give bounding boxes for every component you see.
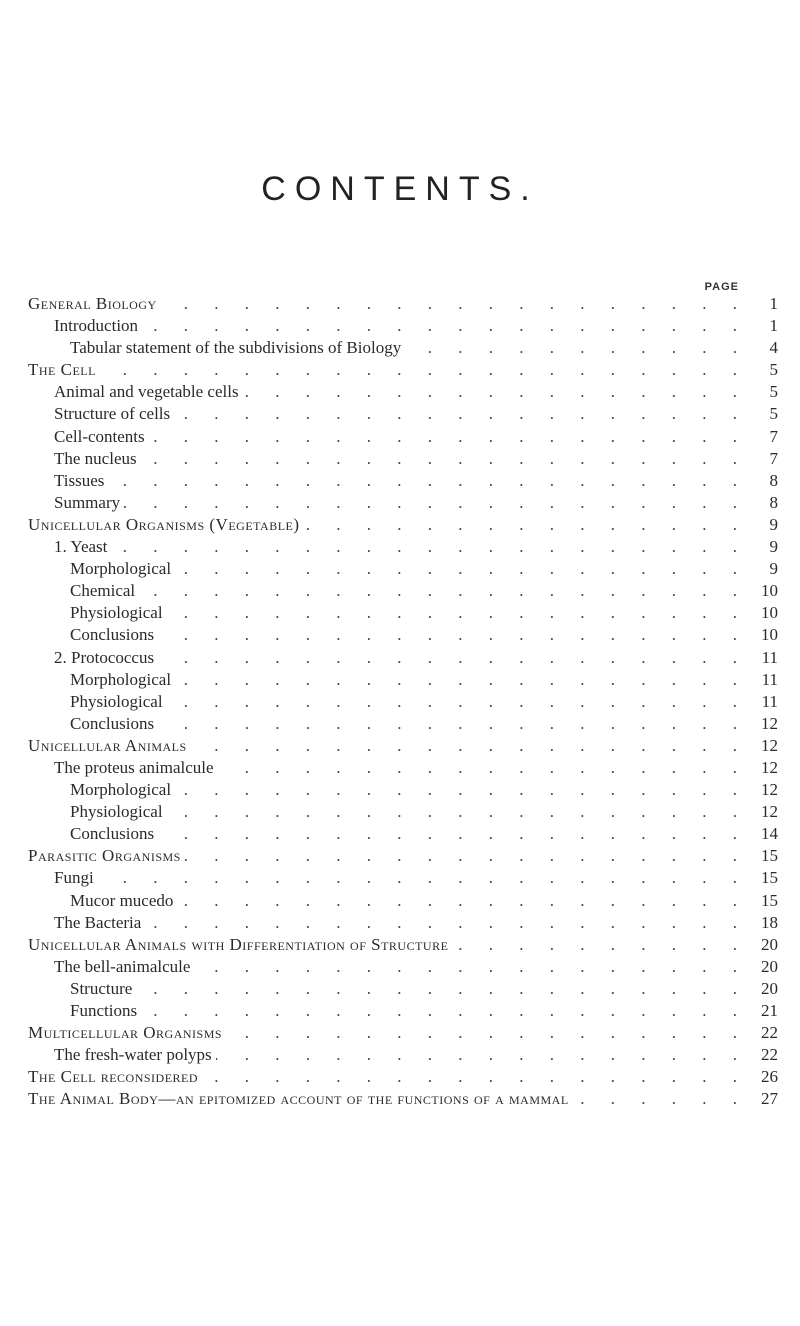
toc-entry-title: The Cell reconsidered xyxy=(28,1067,199,1087)
dot-leader xyxy=(202,1066,748,1088)
dot-leader xyxy=(158,647,748,669)
toc-entry-page: 20 xyxy=(761,978,778,998)
toc-entry-title: The bell-animalcule xyxy=(54,956,191,976)
toc-entry-title: Physiological xyxy=(70,691,163,711)
toc-entry xyxy=(28,514,778,536)
toc-entry xyxy=(28,713,778,735)
toc-entry xyxy=(28,1044,778,1066)
toc-entry-page: 1 xyxy=(769,316,778,336)
toc-entry-page: 7 xyxy=(769,448,778,468)
toc-entry xyxy=(28,647,778,669)
toc-entry xyxy=(28,602,778,624)
toc-entry-title: Cell-contents xyxy=(54,426,145,446)
toc-entry-page: 15 xyxy=(761,868,778,888)
dot-leader xyxy=(158,823,748,845)
toc-entry-page: 14 xyxy=(761,824,778,844)
toc-entry-title: Morphological xyxy=(70,559,172,579)
toc-entry-title: Multicellular Organisms xyxy=(28,1023,223,1043)
toc-entry xyxy=(28,779,778,801)
toc-entry-title: Animal and vegetable cells xyxy=(54,382,239,402)
toc-entry xyxy=(28,934,778,956)
toc-entry-page: 1 xyxy=(769,294,778,313)
dot-leader xyxy=(243,381,748,403)
toc-entry-page: 4 xyxy=(769,338,778,358)
toc-entry xyxy=(28,691,778,713)
dot-leader xyxy=(191,735,748,757)
toc-entry-page: 12 xyxy=(761,713,778,733)
dot-leader xyxy=(111,536,748,558)
toc-entry-page: 7 xyxy=(769,426,778,446)
toc-entry-page: 8 xyxy=(769,492,778,512)
toc-entry-title: Parasitic Organisms xyxy=(28,846,181,866)
toc-entry xyxy=(28,867,778,889)
toc-entry xyxy=(28,315,778,337)
dot-leader xyxy=(108,470,748,492)
toc-entry-page: 15 xyxy=(761,846,778,866)
toc-entry xyxy=(28,1088,778,1110)
toc-entry xyxy=(28,823,778,845)
toc-entry-page: 10 xyxy=(761,603,778,623)
toc-entry xyxy=(28,492,778,514)
dot-leader xyxy=(142,315,748,337)
toc-entry-title: Conclusions xyxy=(70,824,155,844)
dot-leader xyxy=(175,558,748,580)
toc-entry xyxy=(28,912,778,934)
toc-entry-title: Summary xyxy=(54,492,121,512)
toc-entry-page: 20 xyxy=(761,956,778,976)
toc-entry-title: 1. Yeast xyxy=(54,537,108,557)
toc-entry-title: The Cell xyxy=(28,360,96,380)
dot-leader xyxy=(167,801,748,823)
toc-entry-title: 2. Protococcus xyxy=(54,647,155,667)
toc-entry-page: 22 xyxy=(761,1045,778,1065)
toc-entry-page: 12 xyxy=(761,757,778,777)
toc-entry-page: 11 xyxy=(761,647,778,667)
dot-leader xyxy=(304,514,748,536)
toc-entry xyxy=(28,890,778,912)
table-of-contents xyxy=(28,293,778,1110)
toc-entry-title: Conclusions xyxy=(70,713,155,733)
page-column-label: PAGE xyxy=(704,281,739,293)
toc-entry-page: 5 xyxy=(769,404,778,424)
toc-entry-page: 15 xyxy=(761,890,778,910)
toc-entry-title: Physiological xyxy=(70,802,163,822)
toc-entry xyxy=(28,845,778,867)
toc-entry xyxy=(28,337,778,359)
dot-leader xyxy=(98,867,748,889)
toc-entry xyxy=(28,757,778,779)
dot-leader xyxy=(124,492,748,514)
dot-leader xyxy=(145,912,748,934)
toc-entry-title: Morphological xyxy=(70,780,172,800)
toc-entry-title: Tissues xyxy=(54,470,105,490)
dot-leader xyxy=(141,448,748,470)
toc-entry-page: 20 xyxy=(761,934,778,954)
toc-entry xyxy=(28,1000,778,1022)
toc-entry xyxy=(28,624,778,646)
toc-entry-page: 11 xyxy=(761,669,778,689)
toc-entry-page: 5 xyxy=(769,360,778,380)
toc-entry xyxy=(28,801,778,823)
toc-entry-page: 9 xyxy=(769,559,778,579)
toc-entry-page: 12 xyxy=(761,780,778,800)
toc-entry-page: 11 xyxy=(761,691,778,711)
toc-entry-page: 26 xyxy=(761,1067,778,1087)
toc-entry xyxy=(28,978,778,1000)
toc-entry-title: Conclusions xyxy=(70,625,155,645)
toc-entry-title: Structure xyxy=(70,978,133,998)
toc-entry-title: Unicellular Organisms (Vegetable) xyxy=(28,514,300,534)
dot-leader xyxy=(175,779,748,801)
dot-leader xyxy=(194,956,748,978)
toc-entry-title: The Animal Body—an epitomized account of the functions of a mammal xyxy=(28,1089,569,1109)
dot-leader xyxy=(149,426,748,448)
toc-entry-page: 9 xyxy=(769,537,778,557)
toc-entry xyxy=(28,470,778,492)
toc-entry-title: The fresh-water polyps xyxy=(54,1045,212,1065)
dot-leader xyxy=(174,403,748,425)
toc-entry-title: Introduction xyxy=(54,316,139,336)
toc-entry xyxy=(28,359,778,381)
toc-entry-title: Mucor mucedo xyxy=(70,890,174,910)
dot-leader xyxy=(573,1088,748,1110)
dot-leader xyxy=(158,713,748,735)
dot-leader xyxy=(175,669,748,691)
toc-entry-page: 18 xyxy=(761,912,778,932)
toc-entry-title: The nucleus xyxy=(54,448,137,468)
dot-leader xyxy=(167,602,748,624)
dot-leader xyxy=(136,978,748,1000)
toc-entry xyxy=(28,558,778,580)
toc-entry xyxy=(28,293,778,315)
toc-entry-title: Chemical xyxy=(70,581,136,601)
toc-entry-title: The proteus animalcule xyxy=(54,757,214,777)
dot-leader xyxy=(139,580,748,602)
toc-entry-page: 8 xyxy=(769,470,778,490)
dot-leader xyxy=(141,1000,748,1022)
toc-entry-page: 21 xyxy=(761,1001,778,1020)
dot-leader xyxy=(161,293,748,315)
dot-leader xyxy=(216,1044,748,1066)
toc-entry-title: General Biology xyxy=(28,294,157,313)
dot-leader xyxy=(177,890,748,912)
dot-leader xyxy=(167,691,748,713)
dot-leader xyxy=(100,359,748,381)
toc-entry-title: Fungi xyxy=(54,868,94,888)
toc-entry-title: Morphological xyxy=(70,669,172,689)
page-title: CONTENTS. xyxy=(261,170,539,208)
toc-entry xyxy=(28,403,778,425)
toc-entry-page: 22 xyxy=(761,1023,778,1043)
toc-entry-page: 10 xyxy=(761,581,778,601)
toc-entry-title: Structure of cells xyxy=(54,404,171,424)
dot-leader xyxy=(185,845,748,867)
toc-entry xyxy=(28,669,778,691)
toc-entry-page: 10 xyxy=(761,625,778,645)
toc-entry xyxy=(28,956,778,978)
toc-entry xyxy=(28,1022,778,1044)
toc-entry-page: 27 xyxy=(761,1089,778,1109)
toc-entry xyxy=(28,1066,778,1088)
toc-entry xyxy=(28,426,778,448)
toc-entry-page: 12 xyxy=(761,802,778,822)
toc-entry xyxy=(28,735,778,757)
dot-leader xyxy=(218,757,748,779)
toc-entry-title: Unicellular Animals xyxy=(28,735,187,755)
toc-entry-title: Tabular statement of the subdivisions of Biology xyxy=(70,338,402,358)
dot-leader xyxy=(158,624,748,646)
toc-entry xyxy=(28,448,778,470)
toc-entry xyxy=(28,381,778,403)
toc-entry-page: 5 xyxy=(769,382,778,402)
toc-entry-title: Unicellular Animals with Differentiation of Structure xyxy=(28,934,449,954)
dot-leader xyxy=(226,1022,748,1044)
toc-entry-title: Functions xyxy=(70,1001,138,1020)
toc-entry xyxy=(28,580,778,602)
toc-entry-page: 9 xyxy=(769,514,778,534)
toc-entry-page: 12 xyxy=(761,735,778,755)
dot-leader xyxy=(405,337,748,359)
dot-leader xyxy=(452,934,748,956)
toc-entry-title: The Bacteria xyxy=(54,912,142,932)
toc-entry xyxy=(28,536,778,558)
toc-entry-title: Physiological xyxy=(70,603,163,623)
